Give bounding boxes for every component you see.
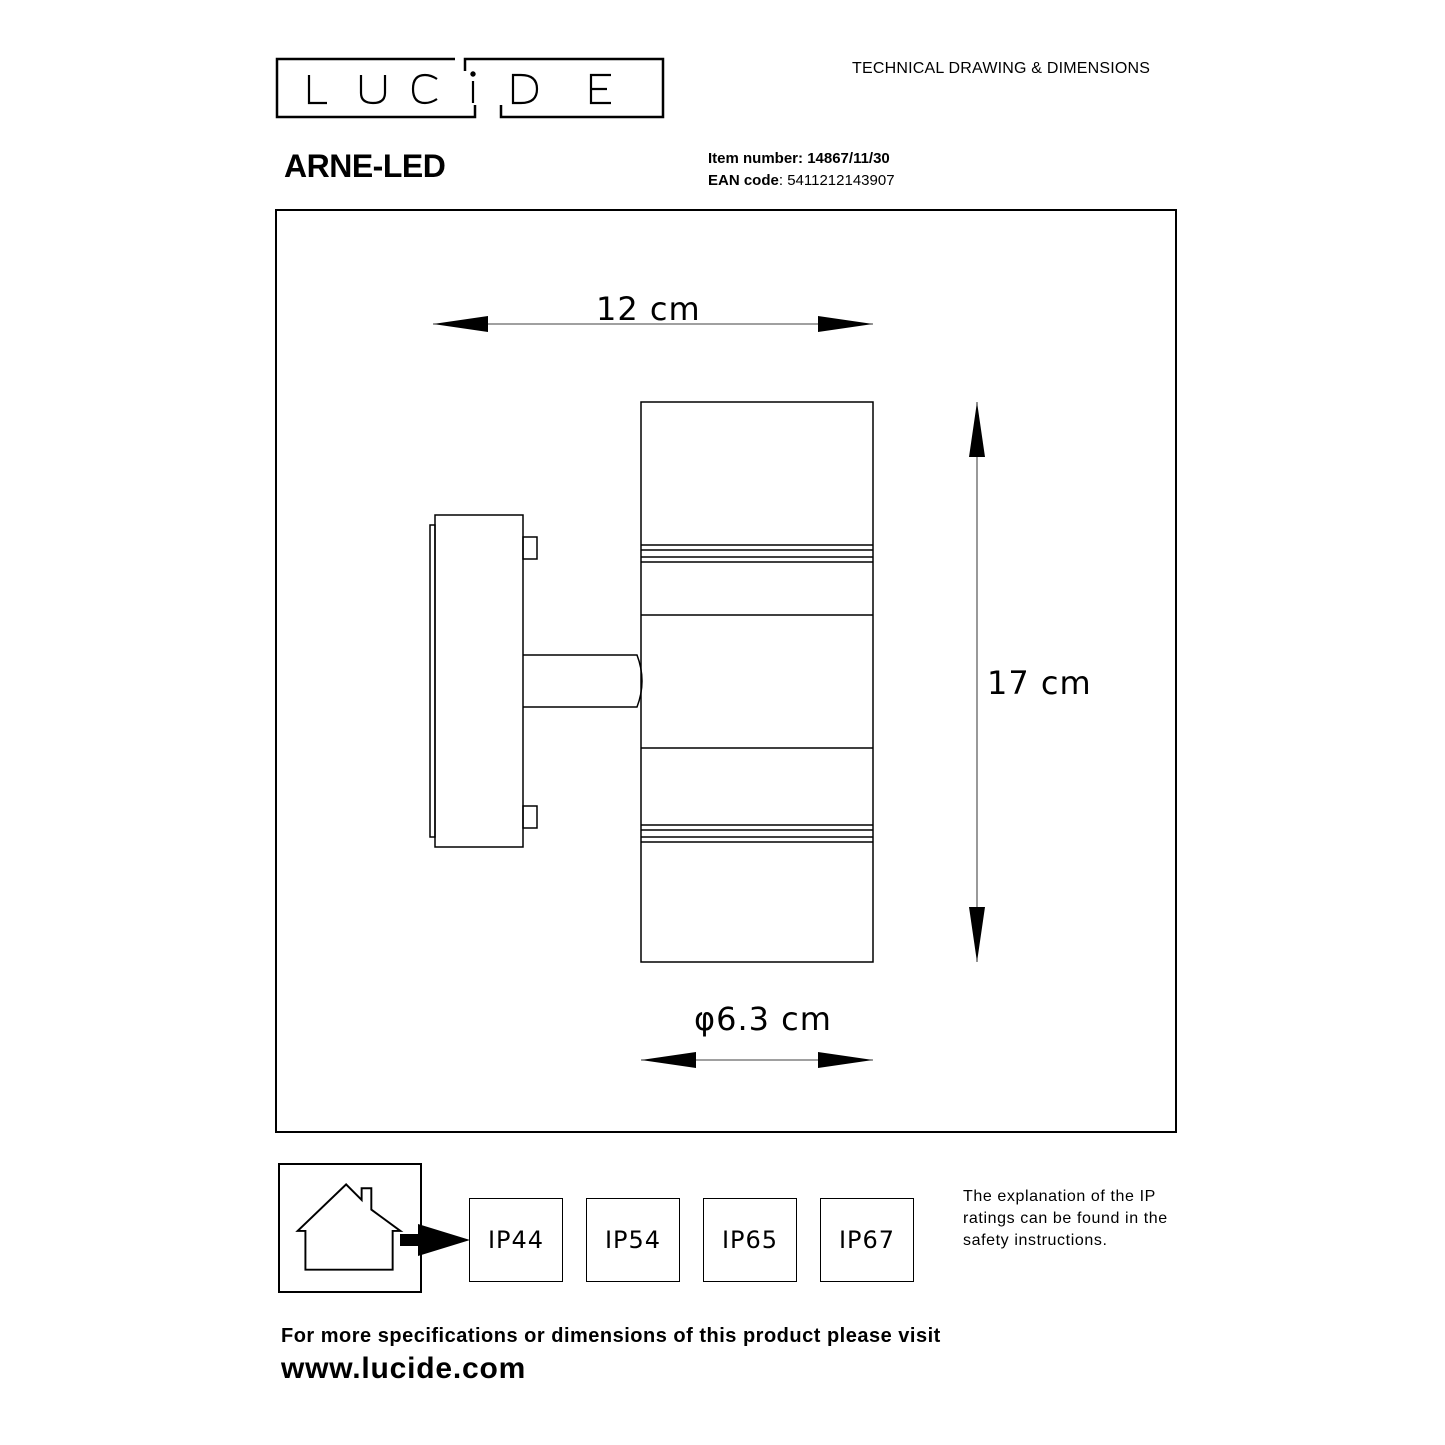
document-type: TECHNICAL DRAWING & DIMENSIONS <box>852 60 1151 77</box>
item-number-value: 14867/11/30 <box>807 150 890 167</box>
ean-value: : 5411212143907 <box>778 172 895 189</box>
item-number-row <box>708 148 895 170</box>
ean-label: EAN code <box>708 172 779 189</box>
product-name: ARNE-LED <box>284 148 446 184</box>
lamp-cylinder <box>641 402 873 962</box>
item-number-label: Item number: <box>708 150 804 167</box>
height-dimension <box>969 402 985 962</box>
ip-explanation-note: The explanation of the IP ratings can be found in the safety instructions. <box>963 1188 1168 1249</box>
mounting-arm <box>523 655 642 707</box>
diameter-label: φ6.3 cm <box>694 1000 832 1038</box>
brand-logo <box>275 57 665 119</box>
width-label: 12 cm <box>596 290 701 328</box>
ip-rating-box: IP54 <box>586 1198 680 1282</box>
wall-plate <box>435 515 523 847</box>
ip-rating-box: IP67 <box>820 1198 914 1282</box>
ean-row <box>708 170 895 192</box>
diameter-dimension <box>641 1052 873 1068</box>
ip-rating-box: IP65 <box>703 1198 797 1282</box>
website-link[interactable]: www.lucide.com <box>281 1352 527 1385</box>
ip-rating-box: IP44 <box>469 1198 563 1282</box>
lucide-logo-icon <box>275 57 665 119</box>
arrow-right-icon <box>398 1222 472 1258</box>
product-meta <box>708 148 895 192</box>
footer-text: For more specifications or dimensions of this product please visit <box>281 1325 941 1347</box>
height-label: 17 cm <box>987 664 1092 702</box>
